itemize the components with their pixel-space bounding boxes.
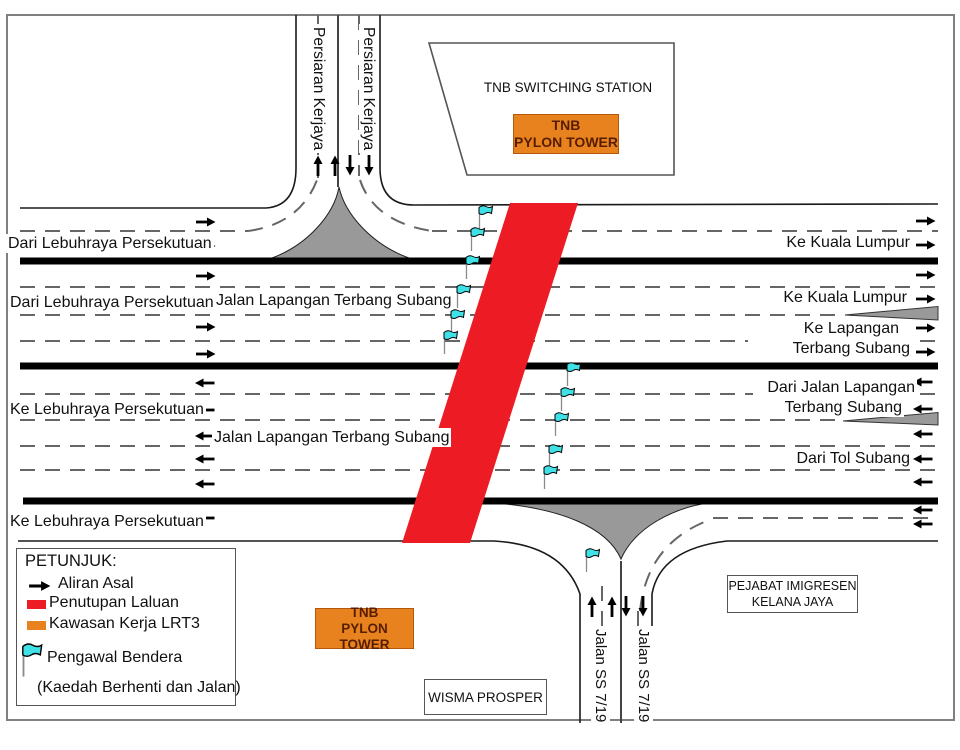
- flag-marker: [586, 549, 600, 572]
- tnb-station-outline: [429, 43, 674, 175]
- legend-item-aliran-asal: Aliran Asal: [58, 575, 134, 592]
- road-label-ke-lebuhraya-1: Ke Lebuhraya Persekutuan: [10, 401, 204, 418]
- road-label-ke-lapangan-line2: Terbang Subang: [748, 339, 912, 358]
- tnb-pylon-tower-north: [513, 114, 619, 154]
- lane-gore-upper: [845, 307, 938, 321]
- wisma-label: WISMA PROSPER: [428, 689, 543, 705]
- flag-marker: [479, 206, 493, 229]
- legend: [16, 548, 241, 706]
- imigresen-line1: PEJABAT IMIGRESEN: [728, 579, 857, 593]
- flag-icon: [20, 643, 48, 679]
- road-label-jalan-lapangan-west: Jalan Lapangan Terbang Subang: [214, 429, 450, 446]
- flag-marker: [561, 388, 575, 411]
- workzone-swatch-icon: [27, 621, 46, 630]
- flag-marker: [544, 466, 558, 489]
- junction-island-north: [272, 187, 409, 258]
- flag-marker: [466, 256, 480, 279]
- road-label-jalan-ss719-west: Jalan SS 7/19: [591, 626, 610, 725]
- pejabat-imigresen-box: [727, 575, 858, 613]
- pylon-north-line2: PYLON TOWER: [514, 134, 618, 150]
- road-label-ke-lapangan-line1: Ke Lapangan: [737, 319, 901, 338]
- flag-marker: [567, 363, 581, 386]
- pylon-south-line1: TNB: [350, 604, 379, 620]
- legend-item-kawasan-kerja: Kawasan Kerja LRT3: [49, 615, 200, 632]
- tnb-pylon-tower-south: [315, 604, 414, 652]
- road-label-dari-lebuhraya-1: Dari Lebuhraya Persekutuan: [8, 235, 212, 252]
- road-label-dari-jalan-lapangan-line2: Terbang Subang: [740, 398, 904, 417]
- junction-island-south: [494, 503, 708, 559]
- flag-marker: [549, 445, 563, 468]
- pylon-north-line1: TNB: [551, 117, 581, 133]
- legend-title: PETUNJUK:: [25, 552, 117, 570]
- closure-band: [402, 203, 578, 543]
- legend-item-pengawal-bendera: Pengawal Bendera: [47, 649, 183, 666]
- flag-marker: [555, 413, 569, 436]
- legend-note: (Kaedah Berhenti dan Jalan): [37, 679, 241, 696]
- road-label-ke-kuala-lumpur-1: Ke Kuala Lumpur: [748, 233, 912, 252]
- flag-marker: [457, 285, 471, 308]
- road-label-persiaran-kerjaya-east: Persiaran Kerjaya: [359, 24, 378, 153]
- road-label-dari-tol-subang: Dari Tol Subang: [748, 449, 912, 468]
- road-label-dari-jalan-lapangan-line1: Dari Jalan Lapangan: [753, 378, 917, 397]
- tnb-switching-station-label: TNB SWITCHING STATION: [483, 80, 653, 95]
- imigresen-line2: KELANA JAYA: [751, 595, 834, 609]
- road-label-ke-lebuhraya-2: Ke Lebuhraya Persekutuan: [10, 513, 204, 530]
- flag-marker: [471, 228, 485, 251]
- flag-marker: [444, 331, 458, 354]
- closure-swatch-icon: [27, 600, 46, 609]
- pylon-south-line2: PYLON TOWER: [339, 620, 390, 652]
- wisma-prosper-box: [424, 679, 547, 715]
- road-label-jalan-ss719-east: Jalan SS 7/19: [634, 626, 653, 725]
- road-label-persiaran-kerjaya-west: Persiaran Kerjaya: [309, 24, 328, 153]
- road-label-dari-lebuhraya-2: Dari Lebuhraya Persekutuan: [10, 294, 214, 311]
- legend-item-penutupan-laluan: Penutupan Laluan: [49, 594, 179, 611]
- flow-arrow-icon: [28, 580, 52, 592]
- road-label-ke-kuala-lumpur-2: Ke Kuala Lumpur: [745, 288, 909, 307]
- flag-marker: [451, 310, 465, 333]
- road-label-jalan-lapangan-east: Jalan Lapangan Terbang Subang: [216, 292, 452, 309]
